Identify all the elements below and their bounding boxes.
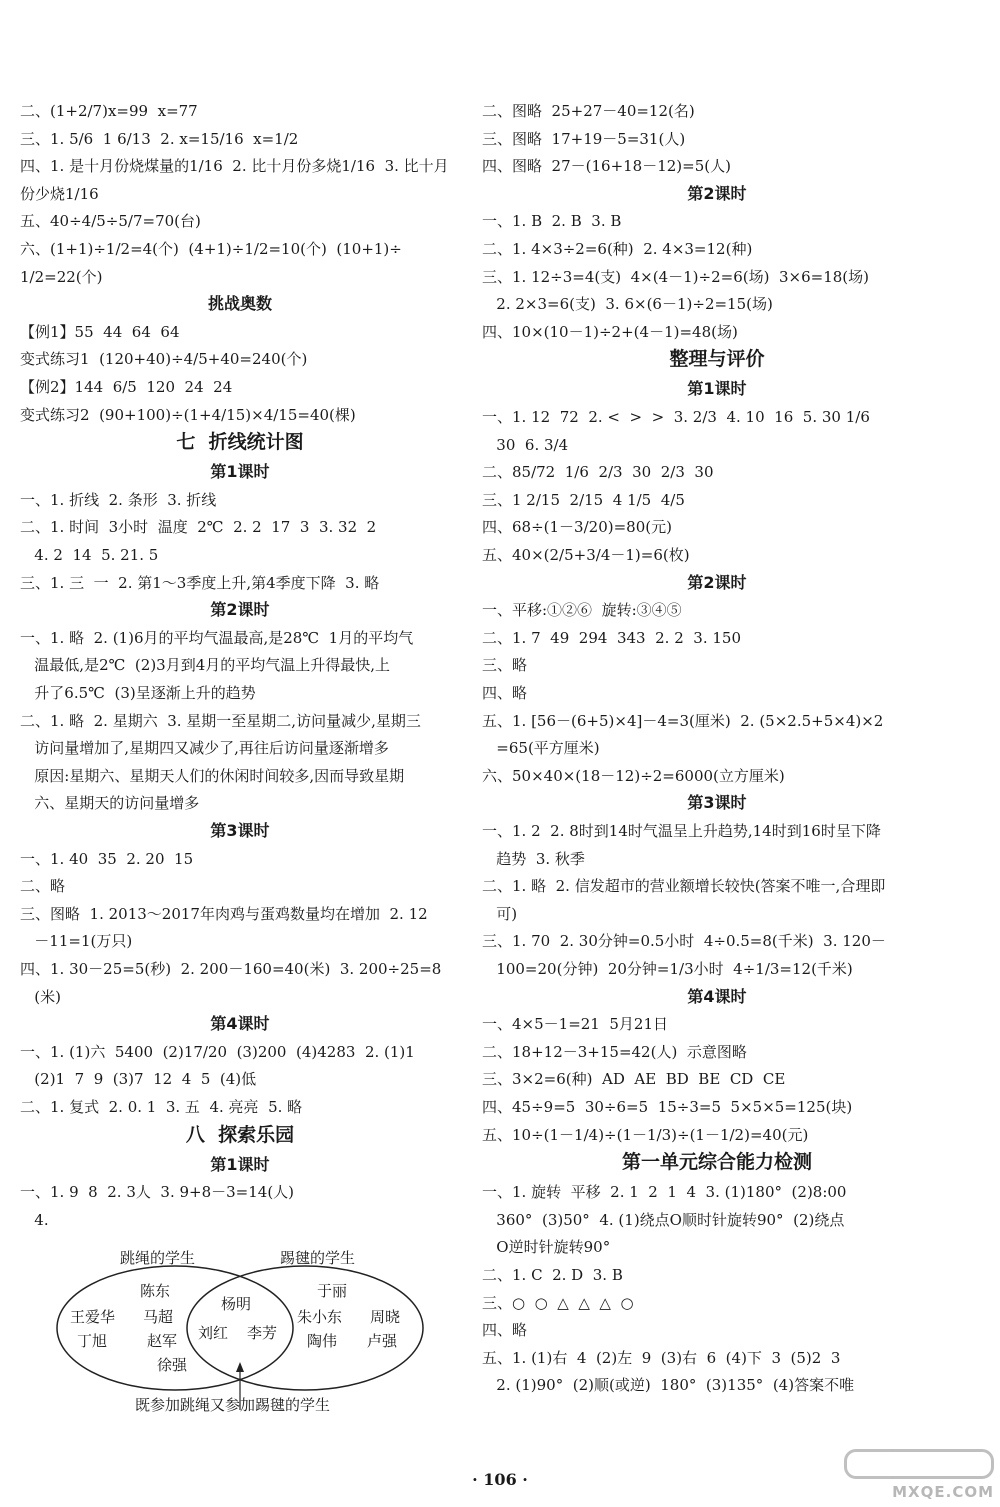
section-heading: 第4课时 xyxy=(210,1014,270,1034)
venn-right-title: 踢毽的学生 xyxy=(280,1249,356,1267)
answer-line: 二、1. 复式 2. 0. 1 3. 五 4. 亮亮 5. 略 xyxy=(20,1098,303,1116)
answer-line: 二、1. 4×3÷2=6(种) 2. 4×3=12(种) xyxy=(482,240,753,258)
answer-line: 三、图略 1. 2013～2017年肉鸡与蛋鸡数量均在增加 2. 12 xyxy=(20,904,428,923)
answer-line: 一、4×5－1=21 5月21日 xyxy=(482,1015,669,1034)
answer-line: 四、10×(10－1)÷2+(4－1)=48(场) xyxy=(482,322,738,341)
watermark-logo xyxy=(842,1449,994,1501)
section-heading: 第2课时 xyxy=(687,183,747,203)
answer-line: 二、1. 7 49 294 343 2. 2 3. 150 xyxy=(482,628,741,647)
answer-line: 一、1. 旋转 平移 2. 1 2 1 4 3. (1)180° (2)8:00 xyxy=(482,1183,847,1202)
answer-line: 2. (1)90° (2)顺(或逆) 180° (3)135° (4)答案不唯 xyxy=(482,1376,855,1395)
answer-line: 变式练习1 (120+40)÷4/5+40=240(个) xyxy=(20,350,308,369)
answer-line: 二、18+12－3+15=42(人) 示意图略 xyxy=(482,1042,747,1061)
answer-line: 三、图略 17+19－5=31(人) xyxy=(482,129,686,148)
venn-left-name: 徐强 xyxy=(157,1356,188,1374)
venn-right-name: 朱小东 xyxy=(297,1308,343,1326)
answer-line: 六、星期天的访问量增多 xyxy=(20,794,200,813)
answer-line: 三、3×2=6(种) AD AE BD BE CD CE xyxy=(482,1070,786,1089)
answer-line: 一、1. (1)六 5400 (2)17/20 (3)200 (4)4283 2. (1)1 xyxy=(20,1042,415,1061)
answer-line: 一、1. 折线 2. 条形 3. 折线 xyxy=(20,490,217,509)
answer-line: 一、1. 略 2. (1)6月的平均气温最高,是28℃ 1月的平均气 xyxy=(20,628,414,647)
venn-left-name: 马超 xyxy=(143,1308,174,1326)
answer-line: 三、○ ○ △ △ △ ○ xyxy=(482,1293,634,1312)
answer-line: 一、平移:①②⑥ 旋转:③④⑤ xyxy=(482,601,682,620)
venn-right-name: 卢强 xyxy=(367,1332,398,1350)
answer-line: 份少烧1/16 xyxy=(20,184,99,203)
venn-left-name: 丁旭 xyxy=(77,1332,108,1350)
answer-line: (2)1 7 9 (3)7 12 4 5 (4)低 xyxy=(20,1070,257,1089)
answer-line: 二、1. C 2. D 3. B xyxy=(482,1266,623,1284)
answer-line: 二、1. 时间 3小时 温度 2℃ 2. 2 17 3 3. 32 2 xyxy=(20,518,377,537)
venn-left-name: 陈东 xyxy=(140,1282,171,1300)
answer-line: 360° (3)50° 4. (1)绕点O顺时针旋转90° (2)绕点 xyxy=(482,1210,845,1229)
answer-line: 四、略 xyxy=(482,1321,528,1340)
answer-line: 一、1. 40 35 2. 20 15 xyxy=(20,849,194,868)
answer-line: 五、1. [56－(6+5)×4]－4=3(厘米) 2. (5×2.5+5×4)×2 xyxy=(482,711,884,730)
watermark-badge-icon xyxy=(844,1449,994,1479)
answer-line: 原因:星期六、星期天人们的休闲时间较多,因而导致星期 xyxy=(20,766,405,785)
answer-line: 二、(1+2/7)x=99 x=77 xyxy=(20,102,198,120)
section-heading: 第3课时 xyxy=(687,793,747,813)
answer-line: 2. 2×3=6(支) 3. 6×(6－1)÷2=15(场) xyxy=(482,295,773,314)
answer-line: 趋势 3. 秋季 xyxy=(482,849,585,868)
section-heading: 第1课时 xyxy=(210,462,270,482)
answer-line: 30 6. 3/4 xyxy=(482,435,569,454)
answer-line: 4. 2 14 5. 21. 5 xyxy=(20,546,159,564)
answer-line: 升了6.5℃ (3)呈逐渐上升的趋势 xyxy=(20,684,256,702)
answer-line: 三、1. 70 2. 30分钟=0.5小时 4÷0.5=8(千米) 3. 120－ xyxy=(482,932,886,951)
venn-both-name: 杨明 xyxy=(221,1295,252,1313)
section-heading: 整理与评价 xyxy=(669,348,765,371)
answer-line: 六、50×40×(18－12)÷2=6000(立方厘米) xyxy=(482,766,785,785)
answer-line: 二、略 xyxy=(20,877,66,896)
answer-line: 变式练习2 (90+100)÷(1+4/15)×4/15=40(棵) xyxy=(20,405,356,424)
venn-diagram xyxy=(55,1250,435,1420)
answer-line: 一、1. 12 72 2. < > > 3. 2/3 4. 10 16 5. 30 1/6 xyxy=(482,408,870,426)
answer-line: 四、1. 是十月份烧煤量的1/16 2. 比十月份多烧1/16 3. 比十月 xyxy=(20,157,449,176)
answer-line: －11=1(万只) xyxy=(20,932,133,951)
venn-both-name: 刘红 xyxy=(198,1324,229,1342)
watermark-text: MXQE.COM xyxy=(892,1483,994,1501)
answer-line: 4. xyxy=(20,1210,49,1229)
answer-line: 四、略 xyxy=(482,684,528,702)
venn-both-name: 李芳 xyxy=(247,1324,278,1342)
answer-line: 六、(1+1)÷1/2=4(个) (4+1)÷1/2=10(个) (10+1)÷ xyxy=(20,240,402,258)
venn-right-name: 于丽 xyxy=(317,1282,348,1300)
section-heading: 七 折线统计图 xyxy=(176,431,304,454)
answer-line: 一、1. 2 2. 8时到14时气温呈上升趋势,14时到16时呈下降 xyxy=(482,822,881,840)
answer-line: 四、45÷9=5 30÷6=5 15÷3=5 5×5×5=125(块) xyxy=(482,1098,853,1116)
answer-line: 三、略 xyxy=(482,656,528,675)
answer-line: 二、85/72 1/6 2/3 30 2/3 30 xyxy=(482,463,714,482)
answer-line: 访问量增加了,星期四又减少了,再往后访问量逐渐增多 xyxy=(20,739,389,758)
page-number: · 106 · xyxy=(472,1470,528,1489)
venn-right-name: 陶伟 xyxy=(307,1332,338,1350)
answer-line: 三、1. 三 一 2. 第1～3季度上升,第4季度下降 3. 略 xyxy=(20,573,380,592)
answer-line: 温最低,是2℃ (2)3月到4月的平均气温上升得最快,上 xyxy=(20,656,391,675)
venn-left-name: 赵军 xyxy=(147,1332,178,1350)
answer-line: 二、1. 略 2. 信发超市的营业额增长较快(答案不唯一,合理即 xyxy=(482,877,886,896)
answer-line: 四、图略 27－(16+18－12)=5(人) xyxy=(482,157,731,176)
section-heading: 第2课时 xyxy=(687,572,747,592)
answer-line: 三、1. 5/6 1 6/13 2. x=15/16 x=1/2 xyxy=(20,129,299,148)
answer-line: 五、40×(2/5+3/4－1)=6(枚) xyxy=(482,546,690,564)
answer-line: =65(平方厘米) xyxy=(482,739,600,758)
answer-line: 四、68÷(1－3/20)=80(元) xyxy=(482,518,672,537)
answer-line: 100=20(分钟) 20分钟=1/3小时 4÷1/3=12(千米) xyxy=(482,960,853,978)
section-heading: 第2课时 xyxy=(210,600,270,620)
venn-caption: 既参加跳绳又参加踢毽的学生 xyxy=(135,1396,331,1414)
venn-right-name: 周晓 xyxy=(370,1308,401,1326)
venn-left-title: 跳绳的学生 xyxy=(120,1249,196,1267)
answer-line: 五、10÷(1－1/4)÷(1－1/3)÷(1－1/2)=40(元) xyxy=(482,1125,809,1144)
answer-line: 一、1. B 2. B 3. B xyxy=(482,212,622,231)
answer-line: 二、1. 略 2. 星期六 3. 星期一至星期二,访问量减少,星期三 xyxy=(20,711,421,730)
answer-line: (米) xyxy=(20,987,62,1006)
section-heading: 第3课时 xyxy=(210,821,270,840)
answer-line: 三、1 2/15 2/15 4 1/5 4/5 xyxy=(482,490,685,509)
answer-line: 三、1. 12÷3=4(支) 4×(4－1)÷2=6(场) 3×6=18(场) xyxy=(482,267,870,286)
answer-line: 一、1. 9 8 2. 3人 3. 9+8－3=14(人) xyxy=(20,1183,295,1202)
answer-line: 二、图略 25+27－40=12(名) xyxy=(482,102,695,120)
answer-line: 可) xyxy=(482,904,518,923)
section-heading: 第1课时 xyxy=(210,1154,270,1174)
section-heading: 第一单元综合能力检测 xyxy=(621,1151,812,1174)
answer-line: 1/2=22(个) xyxy=(20,267,103,286)
section-heading: 第1课时 xyxy=(687,379,747,399)
answer-line: 【例2】144 6/5 120 24 24 xyxy=(20,378,233,396)
answer-line: 五、1. (1)右 4 (2)左 9 (3)右 6 (4)下 3 (5)2 3 xyxy=(482,1348,841,1367)
answer-line: 五、40÷4/5÷5/7=70(台) xyxy=(20,212,201,231)
section-heading: 第4课时 xyxy=(687,986,747,1006)
answer-line: 四、1. 30－25=5(秒) 2. 200－160=40(米) 3. 200÷25=8 xyxy=(20,960,442,978)
answer-line: O逆时针旋转90° xyxy=(482,1238,611,1257)
section-heading: 挑战奥数 xyxy=(207,294,272,314)
section-heading: 八 探索乐园 xyxy=(185,1123,295,1146)
venn-left-name: 王爱华 xyxy=(70,1308,116,1326)
answer-line: 【例1】55 44 64 64 xyxy=(20,322,180,341)
